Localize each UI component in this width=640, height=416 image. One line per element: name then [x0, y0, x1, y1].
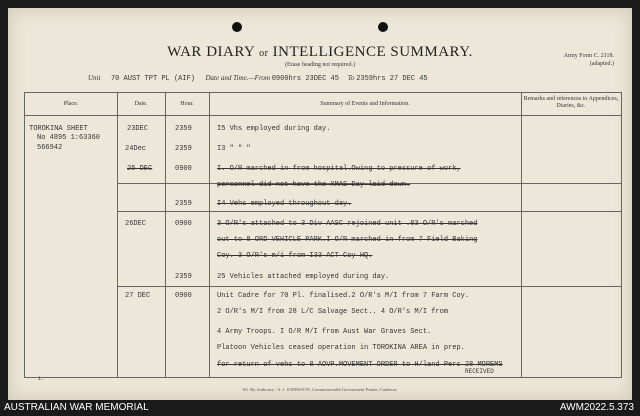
header-remarks: Remarks and references to Appendices, Diaries, &c. — [523, 96, 619, 109]
entry-text: Platoon Vehicles ceased operation in TOROKINA AREA in prep. — [217, 344, 465, 352]
diary-table — [24, 92, 622, 378]
header-place: Place. — [63, 101, 79, 107]
place-line: 566942 — [37, 144, 63, 152]
page-mark: 1. — [38, 376, 45, 382]
entry-text: 2 O/R's M/I from 28 L/C Salvage Sect.. 4 O/R's M/I from — [217, 308, 449, 316]
entry-text: personnel did not have the XMAS Day laid down. — [217, 181, 411, 189]
column-divider — [117, 93, 118, 377]
date-to-value: 2359hrs 27 DEC 45 — [356, 75, 428, 83]
diary-sheet — [8, 8, 632, 400]
title-second: INTELLIGENCE SUMMARY. — [272, 44, 473, 60]
printer-footer: Wt. By Authority : A. J. JOHNSTON, Commonwealth Government Printer, Canberra. — [242, 387, 398, 392]
to-label: To — [347, 74, 355, 82]
form-title — [8, 44, 632, 61]
row-divider — [117, 211, 621, 212]
column-divider — [165, 93, 166, 377]
entry-date: 24Dec — [125, 145, 147, 153]
header-summary: Summary of Events and Information. — [320, 101, 410, 107]
caption-left: AUSTRALIAN WAR MEMORIAL — [4, 402, 149, 413]
header-date: Date. — [134, 101, 148, 107]
date-from-value: 0900hrs 23DEC 45 — [271, 75, 339, 83]
received-stamp: RECEIVED — [465, 368, 494, 375]
form-adapted-text: (adapted.) — [589, 61, 614, 67]
entry-hour: 0900 — [175, 165, 192, 173]
row-divider — [117, 286, 621, 287]
entry-text: I5 Vhs employed during day. — [217, 125, 331, 133]
unit-label: Unit — [88, 74, 101, 82]
place-line: No 4895 1:63360 — [37, 134, 101, 142]
column-divider — [521, 93, 522, 377]
form-number — [564, 52, 614, 68]
title-or: or — [259, 48, 269, 59]
entry-date: 26DEC — [125, 220, 147, 228]
entry-hour: 0900 — [175, 292, 192, 300]
title-main: WAR DIARY — [167, 44, 255, 60]
entry-text: 3 O/R's attached to 3 Div AASC rejoined unit .83 O/R's marched — [217, 220, 478, 228]
punch-hole — [378, 22, 388, 32]
entry-text: out to 8 ORD VEHICLE PARK.I O/R marched in from 7 Field Baking — [217, 236, 478, 244]
entry-hour: 2359 — [175, 145, 192, 153]
entry-text: for return of vehs to 8 AOVP.MOVEMENT ORDER to H/land Pers 28 MOREMS — [217, 361, 503, 369]
caption-right: AWM2022.5.373 — [559, 402, 634, 413]
entry-text: I. O/R marched in from hospital.Owing to pressure of work, — [217, 165, 461, 173]
entry-text: Unit Cadre for 70 Pl. finalised.2 O/R's M/I from 7 Farm Coy. — [217, 292, 470, 300]
column-divider — [209, 93, 210, 377]
place-line: TOROKINA SHEET — [29, 125, 88, 133]
unit-line — [88, 74, 428, 83]
entry-hour: 2359 — [175, 273, 192, 281]
header-divider — [25, 115, 621, 116]
entry-hour: 0900 — [175, 220, 192, 228]
entry-text: 4 Army Troops. I O/R M/I from Aust War Graves Sect. — [217, 328, 432, 336]
entry-text: I4 Vehs employed throughout day. — [217, 200, 352, 208]
unit-value: 70 AUST TPT PL (AIF) — [110, 75, 195, 83]
form-subtitle: (Erase heading not required.) — [285, 62, 355, 68]
entry-hour: 2359 — [175, 200, 192, 208]
entry-date: 27 DEC — [125, 292, 151, 300]
form-number-text: Army Form C. 2118. — [563, 53, 614, 59]
entry-text: Coy. 3 O/R's m/i from I33 ACT Coy HQ. — [217, 252, 373, 260]
entry-hour: 2359 — [175, 125, 192, 133]
punch-hole — [232, 22, 242, 32]
date-label: Date and Time.—From — [205, 74, 270, 82]
entry-text: I3 " " " — [217, 145, 251, 153]
entry-date: 25 DEC — [127, 165, 153, 173]
entry-text: 25 Vehicles attached employed during day. — [217, 273, 390, 281]
header-hour: Hour. — [180, 101, 194, 107]
entry-date: 23DEC — [127, 125, 149, 133]
